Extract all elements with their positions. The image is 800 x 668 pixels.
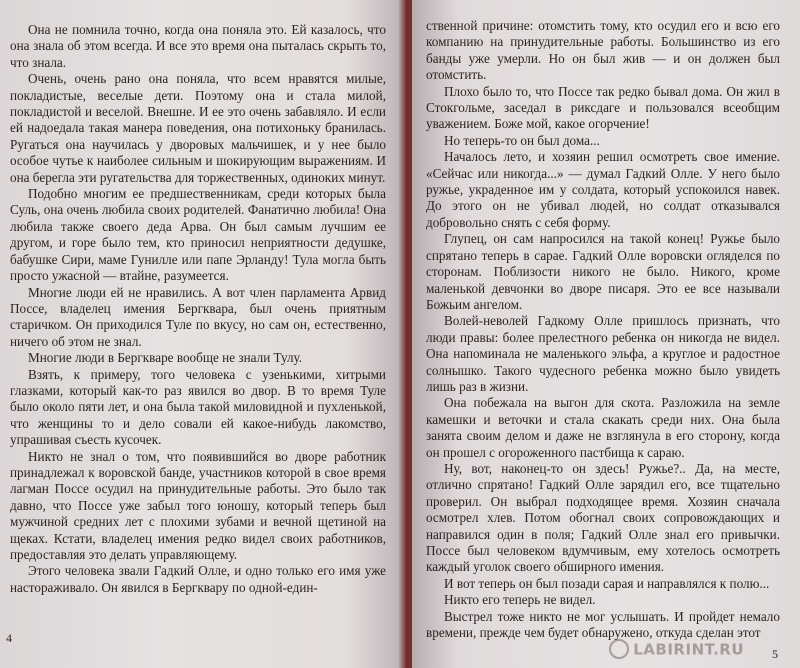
paragraph: Ну, вот, наконец-то он здесь! Ружье?.. Да, на месте, отлично спрятано! Гадкий Олле зарядил его, все тщательно проверил. Он выбрал подходящее время. Хозяин сначала осмотрел хлев. Потом обогнал своих сопровождающих и направился один в поля; Гадкий Олле знал его привычки. Поссе был человеком вдумчивым, ему хотелось осмотреть каждый уголок своего обширного имения. <box>426 460 780 575</box>
watermark-text: LABIRINT.RU <box>633 640 744 659</box>
paragraph: Подобно многим ее предшественникам, среди которых была Суль, она очень любила своих родителей. Фанатично любила! Она любила также своего деда Арва. Он был самым лучшим ее другом, и горе было тем, кто приносил неприятности дедушке, бабушке Сири, маме Гунилле или папе Эрланду! Тула могла быть просто ужасной — втайне, разумеется. <box>10 186 386 284</box>
paragraph: Выстрел тоже никто не мог услышать. И пройдет немало времени, прежде чем будет обнаружено, откуда сделан этот <box>426 608 780 641</box>
paragraph: Никто не знал о том, что появившийся во дворе работник принадлежал к воровской банде, участников которой в свое время лагман Поссе осудил на принудительные работы. Это было так давно, что Поссе уже забыл того юношу, который теперь был мужчиной средних лет с плохими зубами и вечной щетиной на щеках. Кстати, владелец имения редко видел своих работников, предоставляя это делать управляющему. <box>10 448 386 562</box>
paragraph: Никто его теперь не видел. <box>444 592 596 608</box>
page-number-left: 4 <box>6 631 12 645</box>
paragraph: Этого человека звали Гадкий Олле, и одно только его имя уже настораживало. Он явился в Бергквару по одной-един- <box>10 563 386 595</box>
watermark-logo-icon <box>609 639 629 659</box>
paragraph: Плохо было то, что Поссе так редко бывал дома. Он жил в Стокгольме, заседал в риксдаге и пользовался всеобщим уважением. Боже мой, какое огорчение! <box>426 83 780 132</box>
paragraph: Глупец, он сам напросился на такой конец! Ружье было спрятано теперь в сарае. Гадкий Олле воровски огляделся по сторонам. Поблизости никого не было. Никого, кроме маленькой девчонки во дворе писаря. Это ее все называли Божьим ангелом. <box>426 231 780 312</box>
paragraph: Она не помнила точно, когда она поняла это. Ей казалось, что она знала об этом всегда. И все это время она пыталась скрыть то, что знала. <box>10 22 386 70</box>
paragraph: Очень, очень рано она поняла, что всем нравятся милые, покладистые, веселые дети. Поэтому она и стала милой, покладистой и веселой. Внешне. И ее это очень забавляло. И если ей надоедала такая манера поведения, она потихоньку бранилась. Ругаться она научилась у дворовых мальчишек, и у нее было особое чутье к наиболее сильным и шокирующим выражениям. И она берегла эти ругательства для торжественных, одиноких минут. <box>10 71 386 185</box>
paragraph: Началось лето, и хозяин решил осмотреть свое имение. «Сейчас или никогда...» — думал Гадкий Олле. У него было ружье, украденное им у солдата, который успокоился навек. До этого он не убивал людей, но солдат отказывался добровольно снять с себя форму. <box>426 149 780 230</box>
paragraph: Многие люди ей не нравились. А вот член парламента Арвид Поссе, владелец имения Бергквара, был очень приятным старичком. Он приходился Туле по вкусу, но сам он, естественно, ничего об этом не знал. <box>10 284 386 349</box>
paragraph: Но теперь-то он был дома... <box>444 132 600 148</box>
left-page-text <box>10 22 386 596</box>
paragraph: И вот теперь он был позади сарая и направлялся к полю... <box>444 575 770 591</box>
right-page <box>412 0 800 668</box>
paragraph-continuation: ственной причине: отомстить тому, кто осудил его и всю его компанию на принудительные работы. Большинство из его банды уже умерли. Но он был жив — и он должен был отомстить. <box>426 18 780 83</box>
watermark <box>609 640 744 660</box>
page-number-right: 5 <box>772 647 778 661</box>
paragraph: Она побежала на выгон для скота. Разложила на земле камешки и веточки и стала скакать среди них. Она была занята своим делом и даже не взглянула в его сторону, когда он прошел с огороженного пастбища к сараю. <box>426 395 780 460</box>
paragraph: Волей-неволей Гадкому Олле пришлось признать, что люди правы: более прелестного ребенка он никогда не видел. Она напоминала не маленького эльфа, а круглое и радостное солнышко. Такого чудесного ребенка можно было увидеть лишь раз в жизни. <box>426 313 780 394</box>
right-page-text <box>426 18 780 641</box>
paragraph: Многие люди в Бергкваре вообще не знали Тулу. <box>28 350 303 366</box>
paragraph: Взять, к примеру, того человека с узенькими, хитрыми глазками, который как-то раз явился во двор. В то время Туле было около пяти лет, и она была такой миловидной и пухленькой, что женщины то и дело совали ей какое-нибудь лакомство, упрашивая съесть кусочек. <box>10 366 386 448</box>
